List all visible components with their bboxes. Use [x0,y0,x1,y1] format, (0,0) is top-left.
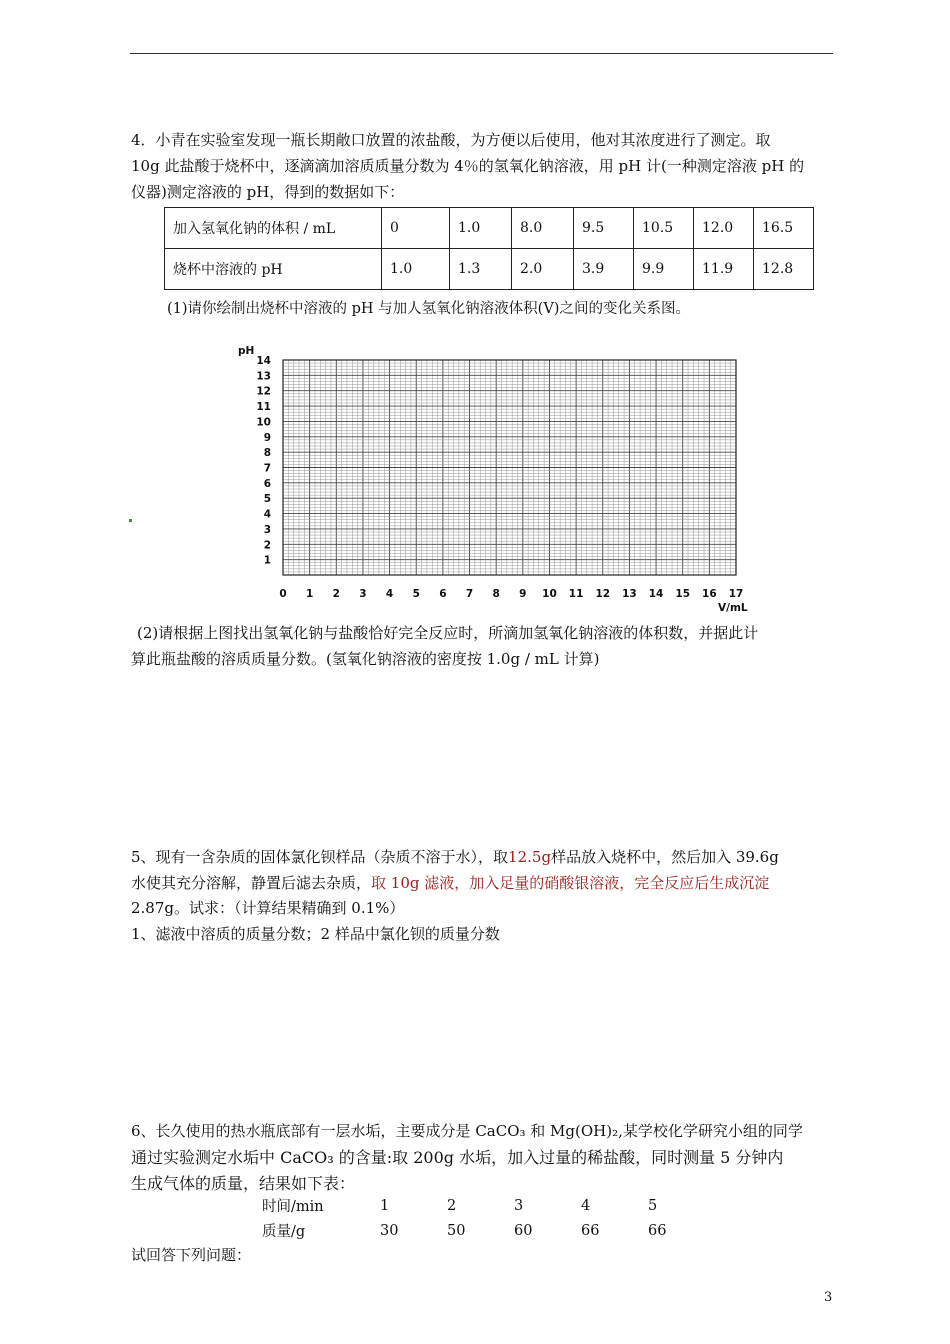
x-tick-label: 3 [359,588,367,600]
table-cell: 50 [447,1222,466,1239]
y-tick-label: 4 [263,508,271,521]
x-tick-label: 4 [385,588,394,600]
q4-sub2-line1: (2)请根据上图找出氢氧化钠与盐酸恰好完全反应时，所滴加氢氧化钠溶液的体积数，并据此计 [137,624,759,642]
y-tick-label: 14 [256,355,271,367]
x-tick-label: 1 [305,588,314,600]
q5-line2-highlight: 取 10g 滤液，加入足量的硝酸银溶液，完全反应后生成沉淀 [371,874,770,892]
table-cell: 3.9 [574,249,634,290]
q4-data-table [164,207,814,290]
stray-mark [129,519,132,522]
q6-line2: 通过实验测定水垢中 CaCO₃ 的含量:取 200g 水垢，加入过量的稀盐酸，同时测量 5 分钟内 [131,1148,784,1167]
header-rule [130,53,833,54]
x-tick-label: 13 [622,588,637,600]
table-cell: 2.0 [512,249,574,290]
q6-line3: 生成气体的质量，结果如下表： [131,1174,356,1193]
table-cell: 1.0 [450,208,512,249]
x-axis-label: V/mL [718,602,748,614]
q6-result-table [262,1193,688,1243]
table-row [165,208,814,249]
x-tick-label: 2 [332,588,340,600]
y-tick-label: 7 [263,462,271,475]
y-tick-label: 12 [256,385,271,398]
table-cell: 9.5 [574,208,634,249]
table-cell: 16.5 [754,208,814,249]
y-tick-label: 1 [263,554,271,567]
y-tick-label: 10 [256,416,271,429]
x-tick-label: 9 [519,588,527,600]
y-axis-label: pH [238,345,255,357]
page-number: 3 [824,1290,833,1305]
q5-line1-text-b: 样品放入烧杯中，然后加入 39.6g [551,848,779,866]
table-cell: 4 [581,1197,591,1214]
table-cell-label: 烧杯中溶液的 pH [165,249,382,290]
q6-line4: 试回答下列问题： [131,1246,252,1264]
q5-line1-text-a: 5、现有一含杂质的固体氯化钡样品（杂质不溶于水），取 [131,848,509,866]
y-tick-label: 6 [263,477,271,490]
x-tick-label: 10 [542,588,557,600]
table-row [262,1193,688,1218]
table-cell: 66 [581,1222,600,1239]
table-cell: 66 [648,1222,667,1239]
table-cell: 1 [380,1197,390,1214]
table-cell: 2 [447,1197,457,1214]
x-tick-label: 16 [702,588,717,600]
table-cell: 1.3 [450,249,512,290]
q4-line2: 10g 此盐酸于烧杯中，逐滴滴加溶质质量分数为 4％的氢氧化钠溶液，用 pH 计(一种测定溶液 pH 的 [131,157,805,175]
table-row [262,1218,688,1243]
x-tick-label: 17 [728,588,744,600]
q5-line3: 2.87g。试求：（计算结果精确到 0.1%） [131,899,405,917]
ph-grid-chart [220,335,780,615]
y-tick-label: 2 [263,539,271,552]
y-tick-label: 13 [256,370,271,383]
table-cell: 11.9 [694,249,754,290]
q4-sub2-line2: 算此瓶盐酸的溶质质量分数。(氢氧化钠溶液的密度按 1.0g / mL 计算) [131,650,600,668]
x-tick-label: 5 [412,588,420,600]
y-tick-label: 11 [256,401,271,414]
y-tick-label: 5 [263,493,271,506]
q5-line2 [131,872,769,895]
table-cell-label: 加入氢氧化钠的体积 / mL [165,208,382,249]
table-cell: 10.5 [634,208,694,249]
q5-line4: 1、滤液中溶质的质量分数；2 样品中氯化钡的质量分数 [131,925,500,943]
table-cell: 0 [382,208,450,249]
x-tick-label: 0 [279,588,287,600]
y-tick-label: 3 [263,523,271,536]
time-label: 时间/min [262,1199,324,1215]
table-cell: 12.8 [754,249,814,290]
table-cell: 3 [514,1197,524,1214]
q4-line1: 4．小青在实验室发现一瓶长期敞口放置的浓盐酸，为方便以后使用，他对其浓度进行了测定。取 [131,131,771,149]
q4-line3: 仪器)测定溶液的 pH，得到的数据如下： [131,183,405,201]
y-tick-label: 8 [263,447,271,460]
table-cell: 30 [380,1222,399,1239]
y-tick-label: 9 [263,431,271,444]
x-tick-label: 7 [465,588,474,600]
table-cell: 1.0 [382,249,450,290]
mass-label: 质量/g [262,1224,306,1240]
x-tick-label: 15 [675,588,691,600]
x-tick-label: 11 [568,588,584,600]
table-cell: 60 [514,1222,533,1239]
table-cell: 9.9 [634,249,694,290]
q5-line1 [131,846,779,869]
x-tick-label: 8 [492,588,500,600]
table-cell: 8.0 [512,208,574,249]
x-tick-label: 12 [595,588,611,600]
table-cell: 5 [648,1197,658,1214]
q6-line1: 6、长久使用的热水瓶底部有一层水垢，主要成分是 CaCO₃ 和 Mg(OH)₂,某学校化学研究小组的同学 [131,1122,803,1140]
q5-line2-text-a: 水使其充分溶解，静置后滤去杂质， [131,874,372,892]
table-row [165,249,814,290]
table-cell: 12.0 [694,208,754,249]
q5-line1-highlight: 12.5g [508,848,552,866]
x-tick-label: 6 [439,588,447,600]
x-tick-label: 14 [648,588,664,600]
q4-sub1: (1)请你绘制出烧杯中溶液的 pH 与加人氢氧化钠溶液体积(V)之间的变化关系图。 [167,301,690,317]
